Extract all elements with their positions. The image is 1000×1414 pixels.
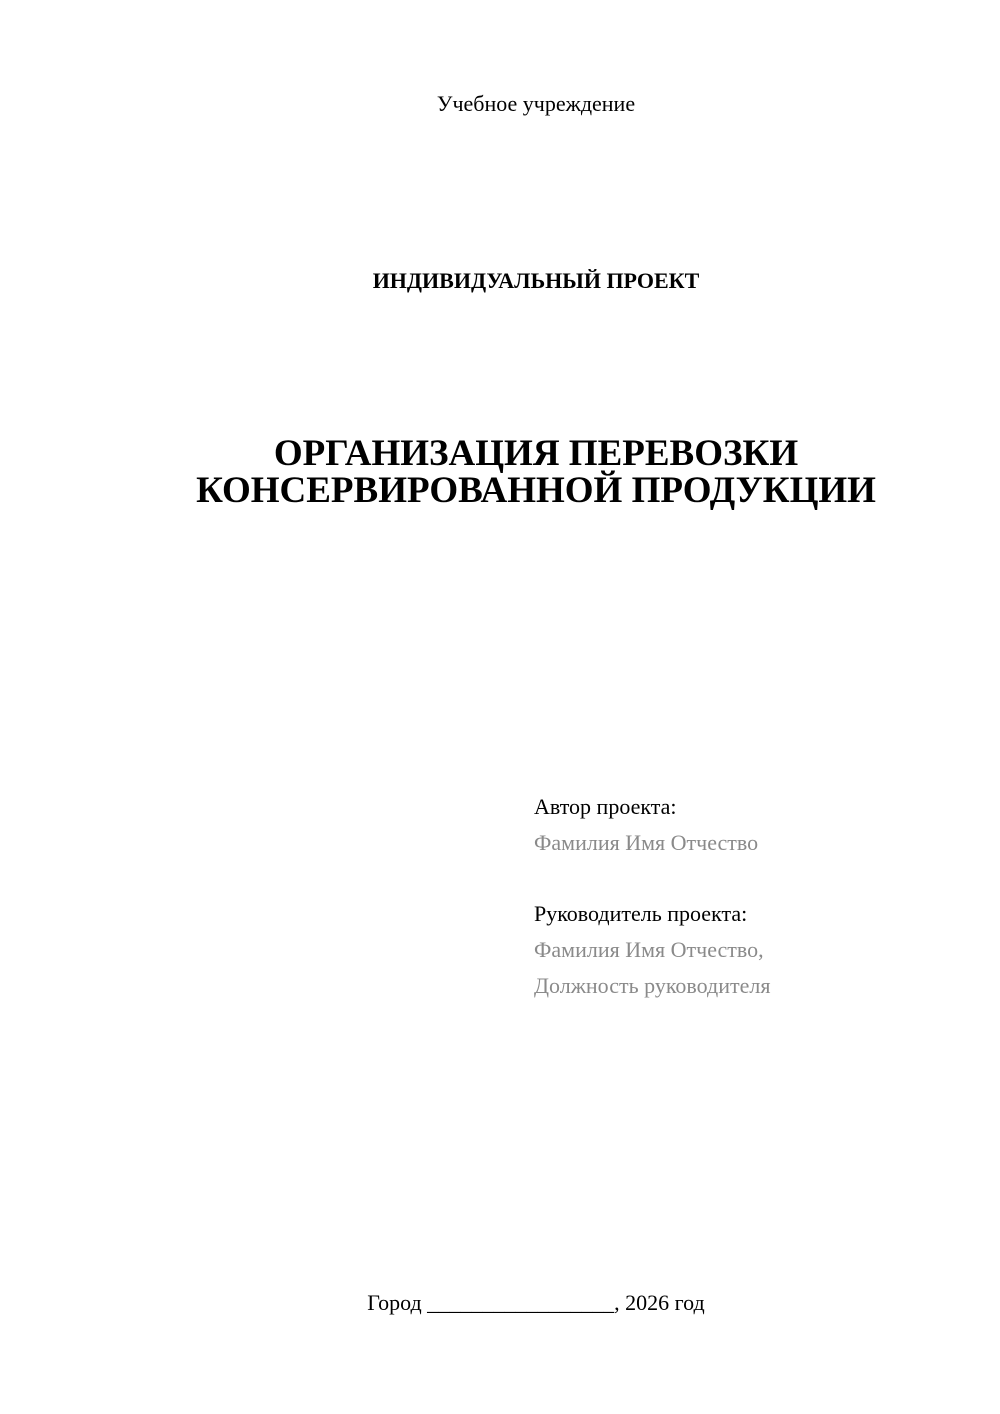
city-year-line: Город _________________, 2026 год: [367, 1290, 705, 1315]
supervisor-label: Руководитель проекта:: [534, 901, 748, 926]
supervisor-name: Фамилия Имя Отчество,: [534, 937, 764, 962]
project-title-line-2: КОНСЕРВИРОВАННОЙ ПРОДУКЦИИ: [196, 470, 876, 511]
institution-name: Учебное учреждение: [436, 91, 636, 116]
author-name: Фамилия Имя Отчество: [534, 830, 759, 855]
project-info-block: [534, 789, 770, 1004]
info-spacer: [534, 861, 770, 896]
document-type: ИНДИВИДУАЛЬНЫЙ ПРОЕКТ: [372, 268, 700, 293]
project-title-line-1: ОРГАНИЗАЦИЯ ПЕРЕВОЗКИ: [273, 433, 799, 474]
author-label: Автор проекта:: [534, 794, 677, 819]
project-title: [0, 435, 1000, 509]
supervisor-position: Должность руководителя: [534, 973, 771, 998]
